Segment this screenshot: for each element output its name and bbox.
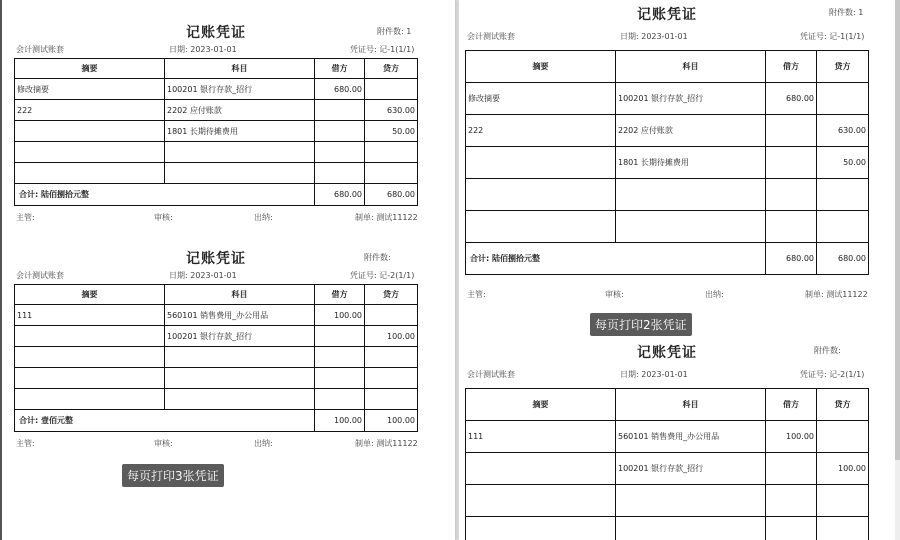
table-row xyxy=(15,326,418,347)
header-account: 科目 xyxy=(616,389,766,421)
account-cell xyxy=(165,389,315,410)
summary-cell xyxy=(15,368,165,389)
total-row xyxy=(15,410,418,432)
debit-cell xyxy=(315,368,365,389)
table-row xyxy=(466,211,869,243)
account-cell: 2202 应付账款 xyxy=(165,100,315,121)
voucher-1 xyxy=(14,20,418,225)
maker-label: 制单: 测试11122 xyxy=(355,439,418,448)
summary-cell xyxy=(15,347,165,368)
voucher-date: 日期: 2023-01-01 xyxy=(620,32,688,41)
supervisor-label: 主管: xyxy=(16,213,35,222)
debit-cell xyxy=(315,121,365,142)
credit-cell xyxy=(817,421,869,453)
account-cell xyxy=(616,179,766,211)
cashier-label: 出纳: xyxy=(705,290,724,299)
header-debit: 借方 xyxy=(766,389,817,421)
summary-cell xyxy=(15,121,165,142)
credit-cell: 100.00 xyxy=(817,453,869,485)
account-book-name: 会计测试账套 xyxy=(467,370,515,379)
account-cell: 1801 长期待摊费用 xyxy=(165,121,315,142)
header-summary: 摘要 xyxy=(466,389,616,421)
maker-label: 制单: 测试11122 xyxy=(805,290,868,299)
total-credit: 100.00 xyxy=(365,410,418,432)
voucher-number: 凭证号: 记-2(1/1) xyxy=(800,370,865,379)
reviewer-label: 审核: xyxy=(154,439,173,448)
account-book-name: 会计测试账套 xyxy=(16,271,64,280)
account-cell xyxy=(165,163,315,184)
vertical-scrollbar[interactable] xyxy=(895,0,900,540)
account-cell: 2202 应付账款 xyxy=(616,115,766,147)
credit-cell xyxy=(817,211,869,243)
header-debit: 借方 xyxy=(766,51,817,83)
account-cell xyxy=(616,211,766,243)
attachment-count: 附件数: 1 xyxy=(829,8,864,17)
reviewer-label: 审核: xyxy=(154,213,173,222)
table-row xyxy=(15,389,418,410)
credit-cell xyxy=(365,142,418,163)
debit-cell xyxy=(766,211,817,243)
cashier-label: 出纳: xyxy=(254,439,273,448)
debit-cell: 100.00 xyxy=(315,305,365,326)
account-cell: 560101 销售费用_办公用品 xyxy=(165,305,315,326)
account-cell xyxy=(165,347,315,368)
toast-print-2-per-page: 每页打印2张凭证 xyxy=(590,313,692,336)
debit-cell xyxy=(766,115,817,147)
voucher-entry-table xyxy=(14,58,418,206)
credit-cell xyxy=(365,79,418,100)
account-cell: 100201 银行存款_招行 xyxy=(616,453,766,485)
supervisor-label: 主管: xyxy=(16,439,35,448)
table-row xyxy=(15,100,418,121)
table-row xyxy=(466,421,869,453)
total-amount-in-words: 合计: 壹佰元整 xyxy=(15,410,315,432)
debit-cell xyxy=(766,147,817,179)
table-row xyxy=(15,368,418,389)
header-debit: 借方 xyxy=(315,59,365,79)
voucher-2 xyxy=(465,340,869,540)
credit-cell xyxy=(817,485,869,517)
total-debit: 100.00 xyxy=(315,410,365,432)
table-row xyxy=(15,163,418,184)
debit-cell xyxy=(315,347,365,368)
credit-cell xyxy=(365,305,418,326)
account-cell xyxy=(616,517,766,540)
debit-cell xyxy=(315,163,365,184)
voucher-entry-table xyxy=(465,388,869,540)
table-row xyxy=(466,517,869,540)
credit-cell xyxy=(817,179,869,211)
table-row xyxy=(466,179,869,211)
debit-cell xyxy=(766,453,817,485)
credit-cell: 630.00 xyxy=(817,115,869,147)
debit-cell: 680.00 xyxy=(315,79,365,100)
debit-cell xyxy=(315,142,365,163)
account-cell: 1801 长期待摊费用 xyxy=(616,147,766,179)
debit-cell xyxy=(315,326,365,347)
debit-cell xyxy=(315,100,365,121)
voucher-entry-table xyxy=(465,50,869,275)
scrollbar-thumb[interactable] xyxy=(895,0,900,460)
account-cell: 100201 银行存款_招行 xyxy=(616,83,766,115)
account-cell xyxy=(165,368,315,389)
table-row xyxy=(15,142,418,163)
voucher-1 xyxy=(465,2,869,302)
debit-cell xyxy=(315,389,365,410)
account-cell: 100201 银行存款_招行 xyxy=(165,79,315,100)
voucher-number: 凭证号: 记-2(1/1) xyxy=(350,271,415,280)
total-credit: 680.00 xyxy=(817,243,869,275)
summary-cell xyxy=(15,142,165,163)
summary-cell xyxy=(15,389,165,410)
summary-cell xyxy=(466,453,616,485)
voucher-title: 记账凭证 xyxy=(637,7,697,23)
credit-cell: 100.00 xyxy=(365,326,418,347)
summary-cell: 222 xyxy=(15,100,165,121)
table-row xyxy=(15,121,418,142)
total-amount-in-words: 合计: 陆佰捌拾元整 xyxy=(15,184,315,206)
voucher-number: 凭证号: 记-1(1/1) xyxy=(350,45,415,54)
summary-cell: 222 xyxy=(466,115,616,147)
voucher-date: 日期: 2023-01-01 xyxy=(169,271,237,280)
table-row xyxy=(15,347,418,368)
header-credit: 贷方 xyxy=(365,59,418,79)
credit-cell: 630.00 xyxy=(365,100,418,121)
header-summary: 摘要 xyxy=(15,285,165,305)
attachment-count: 附件数: xyxy=(364,253,391,262)
account-cell: 100201 银行存款_招行 xyxy=(165,326,315,347)
table-row xyxy=(466,147,869,179)
credit-cell: 50.00 xyxy=(365,121,418,142)
header-debit: 借方 xyxy=(315,285,365,305)
attachment-count: 附件数: xyxy=(814,346,841,355)
header-account: 科目 xyxy=(165,285,315,305)
summary-cell: 修改摘要 xyxy=(466,83,616,115)
table-row xyxy=(466,83,869,115)
credit-cell xyxy=(817,517,869,540)
summary-cell xyxy=(15,326,165,347)
voucher-title: 记账凭证 xyxy=(186,25,246,41)
credit-cell xyxy=(365,347,418,368)
table-row xyxy=(466,485,869,517)
table-row xyxy=(15,79,418,100)
header-credit: 贷方 xyxy=(817,51,869,83)
voucher-date: 日期: 2023-01-01 xyxy=(169,45,237,54)
total-amount-in-words: 合计: 陆佰捌拾元整 xyxy=(466,243,766,275)
summary-cell xyxy=(466,517,616,540)
voucher-title: 记账凭证 xyxy=(186,251,246,267)
account-cell: 560101 销售费用_办公用品 xyxy=(616,421,766,453)
attachment-count: 附件数: 1 xyxy=(377,27,412,36)
summary-cell xyxy=(466,211,616,243)
debit-cell: 680.00 xyxy=(766,83,817,115)
credit-cell xyxy=(817,83,869,115)
cashier-label: 出纳: xyxy=(254,213,273,222)
account-book-name: 会计测试账套 xyxy=(467,32,515,41)
debit-cell xyxy=(766,485,817,517)
print-preview-2-per-page xyxy=(459,0,900,540)
voucher-number: 凭证号: 记-1(1/1) xyxy=(800,32,865,41)
total-row xyxy=(466,243,869,275)
credit-cell xyxy=(365,389,418,410)
header-summary: 摘要 xyxy=(15,59,165,79)
summary-cell xyxy=(466,179,616,211)
toast-print-3-per-page: 每页打印3张凭证 xyxy=(122,464,224,487)
summary-cell: 111 xyxy=(15,305,165,326)
credit-cell xyxy=(365,163,418,184)
total-debit: 680.00 xyxy=(315,184,365,206)
voucher-title: 记账凭证 xyxy=(637,345,697,361)
header-credit: 贷方 xyxy=(365,285,418,305)
voucher-date: 日期: 2023-01-01 xyxy=(620,370,688,379)
debit-cell xyxy=(766,517,817,540)
summary-cell: 111 xyxy=(466,421,616,453)
table-row xyxy=(466,115,869,147)
maker-label: 制单: 测试11122 xyxy=(355,213,418,222)
debit-cell xyxy=(766,179,817,211)
voucher-entry-table xyxy=(14,284,418,432)
header-account: 科目 xyxy=(616,51,766,83)
total-credit: 680.00 xyxy=(365,184,418,206)
reviewer-label: 审核: xyxy=(605,290,624,299)
summary-cell xyxy=(466,485,616,517)
header-credit: 贷方 xyxy=(817,389,869,421)
summary-cell: 修改摘要 xyxy=(15,79,165,100)
summary-cell xyxy=(466,147,616,179)
header-account: 科目 xyxy=(165,59,315,79)
account-book-name: 会计测试账套 xyxy=(16,45,64,54)
account-cell xyxy=(616,485,766,517)
summary-cell xyxy=(15,163,165,184)
credit-cell xyxy=(365,368,418,389)
account-cell xyxy=(165,142,315,163)
debit-cell: 100.00 xyxy=(766,421,817,453)
total-debit: 680.00 xyxy=(766,243,817,275)
header-summary: 摘要 xyxy=(466,51,616,83)
credit-cell: 50.00 xyxy=(817,147,869,179)
supervisor-label: 主管: xyxy=(467,290,486,299)
table-row xyxy=(466,453,869,485)
table-row xyxy=(15,305,418,326)
total-row xyxy=(15,184,418,206)
voucher-2 xyxy=(14,246,418,451)
